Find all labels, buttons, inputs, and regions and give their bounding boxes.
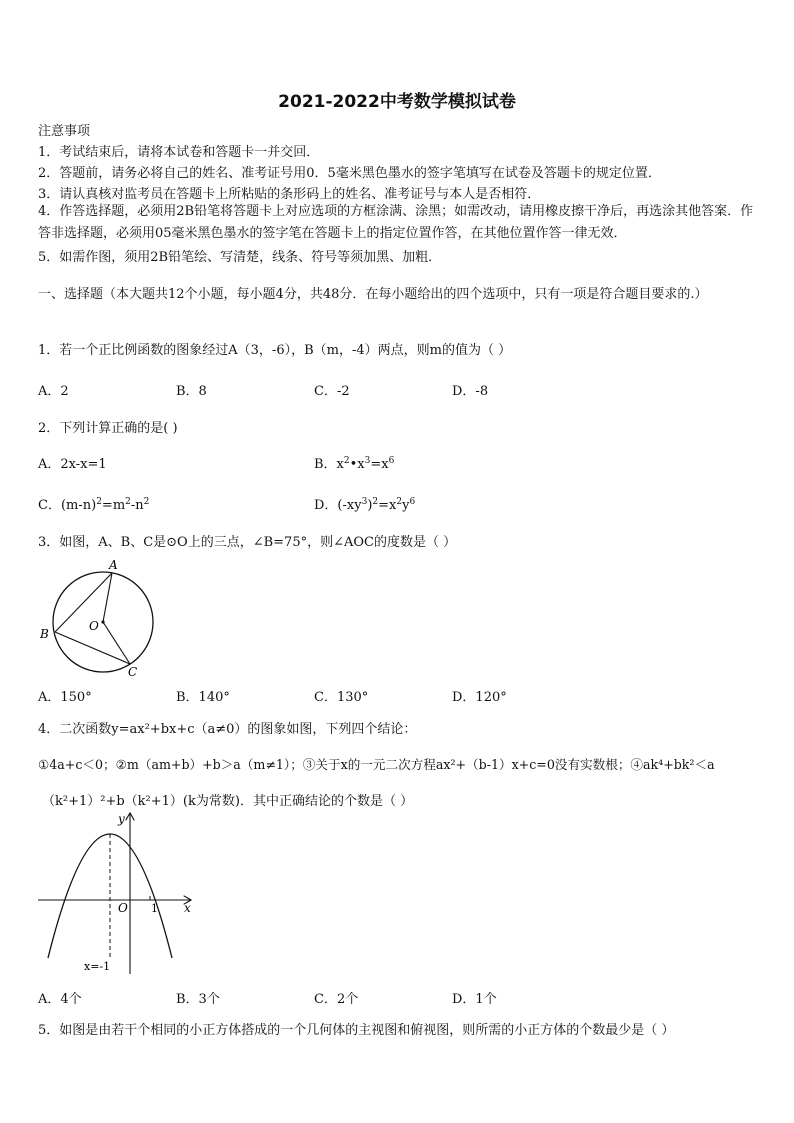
segment-bc [55, 632, 130, 664]
q4-option-c: C．2个 [314, 992, 359, 1007]
label-y: y [118, 812, 125, 826]
label-origin: O [118, 901, 128, 915]
q1-option-a: A．2 [38, 384, 69, 399]
q1-stem: 1．若一个正比例函数的图象经过A（3，-6），B（m，-4）两点，则m的值为（ ） [38, 343, 512, 358]
q3-circle-figure [36, 556, 160, 680]
q2-option-b: B．$x^2•x^3=x^6$ [314, 456, 395, 472]
q3-option-a: A．150° [38, 690, 92, 705]
notice-heading: 注意事项 [38, 124, 91, 139]
label-c: C [128, 665, 138, 679]
label-a: A [109, 558, 118, 572]
q4-conclusions-line2: （k²+1）²+b（k²+1）(k为常数)．其中正确结论的个数是（ ） [42, 794, 414, 809]
label-axis-of-symmetry: x=-1 [84, 960, 111, 973]
section-heading: 一、选择题（本大题共12个小题，每小题4分，共48分．在每小题给出的四个选项中，只有一项是符合题目要求的.） [38, 287, 708, 302]
q1-option-b: B．8 [176, 384, 207, 399]
q1-option-d: D．-8 [452, 384, 489, 399]
q4-option-a: A．4个 [38, 992, 82, 1007]
q1-option-c: C．-2 [314, 384, 350, 399]
label-x: x [184, 901, 191, 915]
notice-item-3: 3．请认真核对监考员在答题卡上所粘贴的条形码上的姓名、准考证号与本人是否相符． [38, 187, 541, 202]
q3-stem: 3．如图，A、B、C是⊙O上的三点，∠B=75°，则∠AOC的度数是（ ） [38, 535, 457, 550]
q2-stem: 2．下列计算正确的是( ) [38, 421, 178, 436]
notice-item-1: 1．考试结束后，请将本试卷和答题卡一并交回． [38, 145, 320, 160]
q2-option-c: C．$(m-n)^2=m^2-n^2$ [38, 497, 150, 513]
q3-option-c: C．130° [314, 690, 369, 705]
notice-item-4: 4．作答选择题，必须用2B铅笔将答题卡上对应选项的方框涂满、涂黑；如需改动，请用橡皮擦干净后，再选涂其他答案．作答非选择题，必须用05毫米黑色墨水的签字笔在答题卡上的指定位置作答，在其他位置作答一律无效． [38, 204, 754, 241]
q4-option-d: D．1个 [452, 992, 497, 1007]
q4-parabola-graph [36, 810, 198, 976]
q2-option-a: A．2x-x=1 [38, 457, 107, 472]
label-b: B [40, 627, 49, 641]
label-o: O [89, 619, 99, 633]
label-one: 1 [151, 902, 158, 915]
q3-option-d: D．120° [452, 690, 507, 705]
notice-item-5: 5．如需作图，须用2B铅笔绘、写清楚，线条、符号等须加黑、加粗． [38, 250, 442, 265]
q2-option-d: D．$(-xy^3)^2=x^2y^6$ [314, 497, 416, 513]
q4-conclusions-line1: ①4a+c＜0；②m（am+b）+b＞a（m≠1）；③关于x的一元二次方程ax²+（b-1）x+c=0没有实数根；④ak⁴+bk²＜a [38, 757, 715, 772]
center-point [101, 620, 104, 623]
exam-title: 2021-2022中考数学模拟试卷 [278, 92, 516, 112]
q5-stem: 5．如图是由若干个相同的小正方体搭成的一个几何体的主视图和俯视图，则所需的小正方体的个数最少是（ ） [38, 1023, 675, 1038]
q3-option-b: B．140° [176, 690, 230, 705]
notice-item-2: 2．答题前，请务必将自己的姓名、准考证号用0．5毫米黑色墨水的签字笔填写在试卷及答题卡的规定位置． [38, 166, 661, 181]
q4-stem: 4．二次函数y=ax²+bx+c（a≠0）的图象如图，下列四个结论： [38, 722, 417, 737]
q4-option-b: B．3个 [176, 992, 220, 1007]
